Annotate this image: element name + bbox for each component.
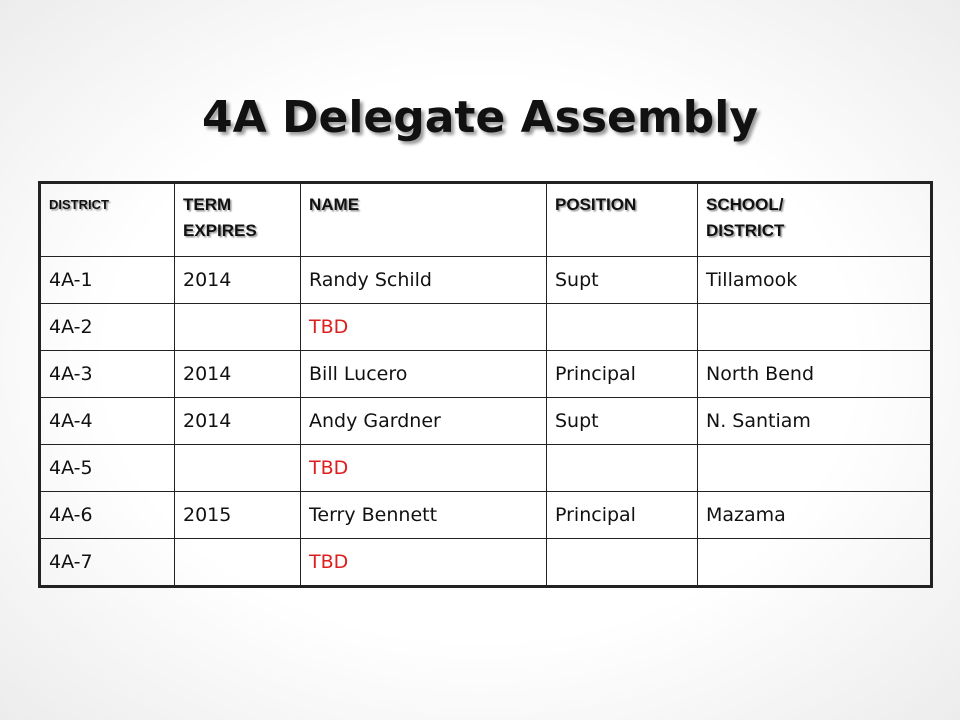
header-school-line1: SCHOOL/: [706, 195, 784, 214]
cell-term: 2014: [175, 257, 301, 304]
cell-district: 4A-1: [40, 257, 175, 304]
cell-district: 4A-6: [40, 492, 175, 539]
cell-position: Principal: [547, 351, 698, 398]
cell-term: [175, 304, 301, 351]
table-row: [40, 445, 932, 492]
header-position: POSITION: [547, 183, 698, 257]
table-row: [40, 351, 932, 398]
cell-school: [698, 304, 932, 351]
table-row: [40, 492, 932, 539]
cell-name: Randy Schild: [301, 257, 547, 304]
cell-district: 4A-4: [40, 398, 175, 445]
header-name: NAME: [301, 183, 547, 257]
cell-position: [547, 445, 698, 492]
cell-position: Supt: [547, 398, 698, 445]
table-header-row: [40, 183, 932, 257]
cell-school: Mazama: [698, 492, 932, 539]
header-school-district: [698, 183, 932, 257]
cell-term: 2014: [175, 351, 301, 398]
cell-district: 4A-7: [40, 539, 175, 587]
cell-district: 4A-5: [40, 445, 175, 492]
cell-position: [547, 539, 698, 587]
cell-name: Terry Bennett: [301, 492, 547, 539]
header-term-expires: [175, 183, 301, 257]
cell-name: Andy Gardner: [301, 398, 547, 445]
cell-district: 4A-2: [40, 304, 175, 351]
header-term-line2: EXPIRES: [183, 221, 257, 240]
cell-name: TBD: [301, 304, 547, 351]
header-school-line2: DISTRICT: [706, 221, 785, 240]
table-row: [40, 539, 932, 587]
slide-title: 4A Delegate Assembly: [201, 92, 759, 143]
cell-position: [547, 304, 698, 351]
cell-school: North Bend: [698, 351, 932, 398]
delegate-table: [38, 181, 933, 588]
cell-school: [698, 445, 932, 492]
cell-term: 2015: [175, 492, 301, 539]
table-row: [40, 304, 932, 351]
cell-school: Tillamook: [698, 257, 932, 304]
cell-school: N. Santiam: [698, 398, 932, 445]
cell-school: [698, 539, 932, 587]
cell-name: TBD: [301, 445, 547, 492]
cell-term: [175, 445, 301, 492]
header-term-line1: TERM: [183, 195, 232, 214]
cell-district: 4A-3: [40, 351, 175, 398]
cell-position: Principal: [547, 492, 698, 539]
cell-term: 2014: [175, 398, 301, 445]
cell-term: [175, 539, 301, 587]
cell-name: Bill Lucero: [301, 351, 547, 398]
cell-name: TBD: [301, 539, 547, 587]
cell-position: Supt: [547, 257, 698, 304]
header-district: DISTRICT: [40, 183, 175, 257]
table-row: [40, 398, 932, 445]
table-row: [40, 257, 932, 304]
